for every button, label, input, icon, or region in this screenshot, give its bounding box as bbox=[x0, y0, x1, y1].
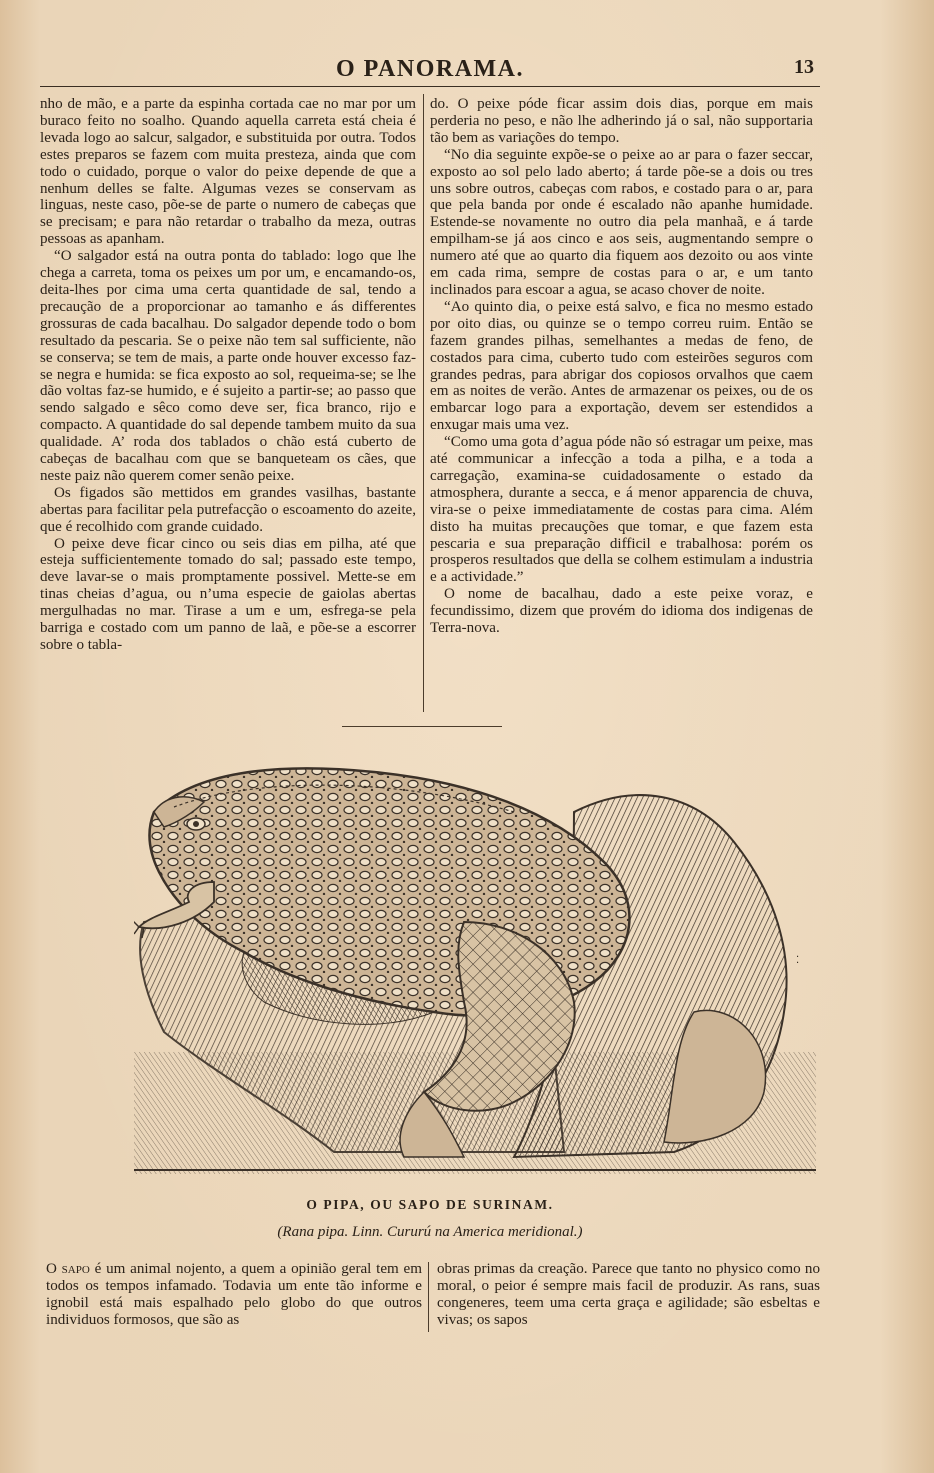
paragraph bbox=[46, 1261, 422, 1329]
page-number: 13 bbox=[794, 56, 814, 78]
paragraph: “Ao quinto dia, o peixe está salvo, e fica no mesmo estado por oito dias, ou quinze se o tempo correu ruim. Então se fazem grandes pilhas, semelhantes a medas de feno, de costados para cima, cuberto tudo com esteirões seguros com grandes pedras, para abrigar dos copiosos orvalhos que caem em as noites de verão. Antes de armazenar os peixes, ou de os embarcar logo para a exportação, devem ser estendidos a enxugar mais uma vez. bbox=[430, 298, 813, 434]
paragraph: nho de mão, e a parte da espinha cortada cae no mar por um buraco feito no soalho. Quando aquella carreta está cheia é levada logo ao salcur, salgador, e substituida por outra. Todos estes preparos se fazem com muita presteza, ainda que com todo o cuidado, porque o valor do peixe depende de que a nenhum delles se falte. Algumas vezes se conservam as linguas, neste caso, põe-se de parte o numero de cabeças que se precisam; e para não retardar o trabalho da meza, outras pessoas as apanham. bbox=[40, 96, 416, 248]
toad-engraving-icon bbox=[134, 752, 816, 1174]
paragraph: obras primas da creação. Parece que tanto no physico como no moral, o peior é sempre mais facil de produzir. As rans, suas congeneres, teem uma certa graça e agilidade; são esbeltas e vivas; os sapos bbox=[437, 1261, 820, 1328]
paragraph: do. O peixe póde ficar assim dois dias, porque em mais perderia no peso, e não lhe adherindo já o sal, não supportaria tão bem as variações do tempo. bbox=[430, 96, 813, 146]
article-column-bottom-right bbox=[437, 1261, 820, 1329]
column-divider-bottom bbox=[428, 1262, 429, 1332]
article-column-bottom-left bbox=[46, 1261, 422, 1329]
page-header bbox=[40, 52, 820, 87]
section-divider bbox=[342, 726, 502, 727]
article-column-top-right bbox=[430, 96, 813, 637]
paragraph: O peixe deve ficar cinco ou seis dias em pilha, até que esteja sufficientemente tomado do sal; passado este tempo, deve lavar-se o mais promptamente possivel. Mette-se em tinas cheias d’agua, ou n’uma especie de gaiolas abertas mergulhadas no mar. Tirase a um e um, esfrega-se pela barriga e costado com um panno de laã, e põe-se a escorrer sobre o tabla- bbox=[40, 535, 416, 653]
column-divider-top bbox=[423, 94, 424, 712]
paragraph: “Como uma gota d’agua póde não só estragar um peixe, mas até communicar a infecção a toda a pilha, e a toda a carregação, examina-se cuidadosamente o estado da atmosphera, durante a secca, e á menor apparencia de chuva, vira-se o peixe immediatamente de costas para cima. Além disto ha muitas precauções que tomar, e que fazem esta pescaria e sua preparação difficil e trabalhosa: porém os prosperos resultados que della se colhem estimulam a industria e a actividade.” bbox=[430, 434, 813, 586]
paragraph: “No dia seguinte expõe-se o peixe ao ar para o fazer seccar, exposto ao sol pelo lado aberto; á tarde põe-se a dois ou tres uns sobre outros, cabeças com rabos, e costado para o ar, para que pela banda por onde é escalado não apanhe humidade. Estende-se novamente no outro dia pela manhaã, e á tarde empilham-se já aos cinco e aos seis, augmentando sempre o numero até que ao quarto dia fiquem aos dezoito ou aos vinte em cada rima, sempre de costas para o ar, e um tanto inclinados para escoar a agua, se acaso chover de noite. bbox=[430, 146, 813, 298]
margin-mark: ⁚ bbox=[796, 955, 800, 966]
paragraph: “O salgador está na outra ponta do tablado: logo que lhe chega a carreta, toma os peixes um por um, e encamando-os, deita-lhes por cima uma certa quantidade de sal, tendo a precaução de a proporcionar ao tamanho e ás differentes grossuras de cada bacalhau. Do salgador depende todo o bom resultado da pescaria. Se o peixe não tem sal sufficiente, não se conserva; se tem de mais, a parte onde houver excesso faz-se negra e humida: se fica exposto ao sol, requeima-se; se lhe dão voltas faz-se humido, e é sujeito a partir-se; ao passo que sendo salgado e sêco como deve ser, fica branco, rijo e compacto. A quantidade do sal depende tambem muito da sua qualidade. A’ roda dos tablados o chão está cuberto de cabeças de bacalhau com que se banqueteam os cães, que neste paiz não querem comer senão peixe. bbox=[40, 248, 416, 484]
lead-word: O sapo bbox=[46, 1261, 90, 1277]
masthead-title: O PANORAMA. bbox=[335, 56, 525, 82]
paragraph-text: é um animal nojento, a quem a opinião geral tem em todos os tempos infamado. Todavia um ente tão informe e ignobil está mais espalhado pelo globo do que outros individuos formosos, que são as bbox=[46, 1261, 422, 1328]
illustration-caption: O PIPA, OU SAPO DE SURINAM. bbox=[306, 1197, 554, 1212]
paragraph: Os figados são mettidos em grandes vasilhas, bastante abertas para facilitar pela putrefacção o escoamento do azeite, que é recolhido com grande cuidado. bbox=[40, 484, 416, 535]
article-column-top-left bbox=[40, 96, 416, 654]
paragraph: O nome de bacalhau, dado a este peixe voraz, e fecundissimo, dizem que provém do idioma dos indigenas de Terra-nova. bbox=[430, 586, 813, 637]
illustration-subcaption: (Rana pipa. Linn. Cururú na America meridional.) bbox=[277, 1224, 583, 1240]
